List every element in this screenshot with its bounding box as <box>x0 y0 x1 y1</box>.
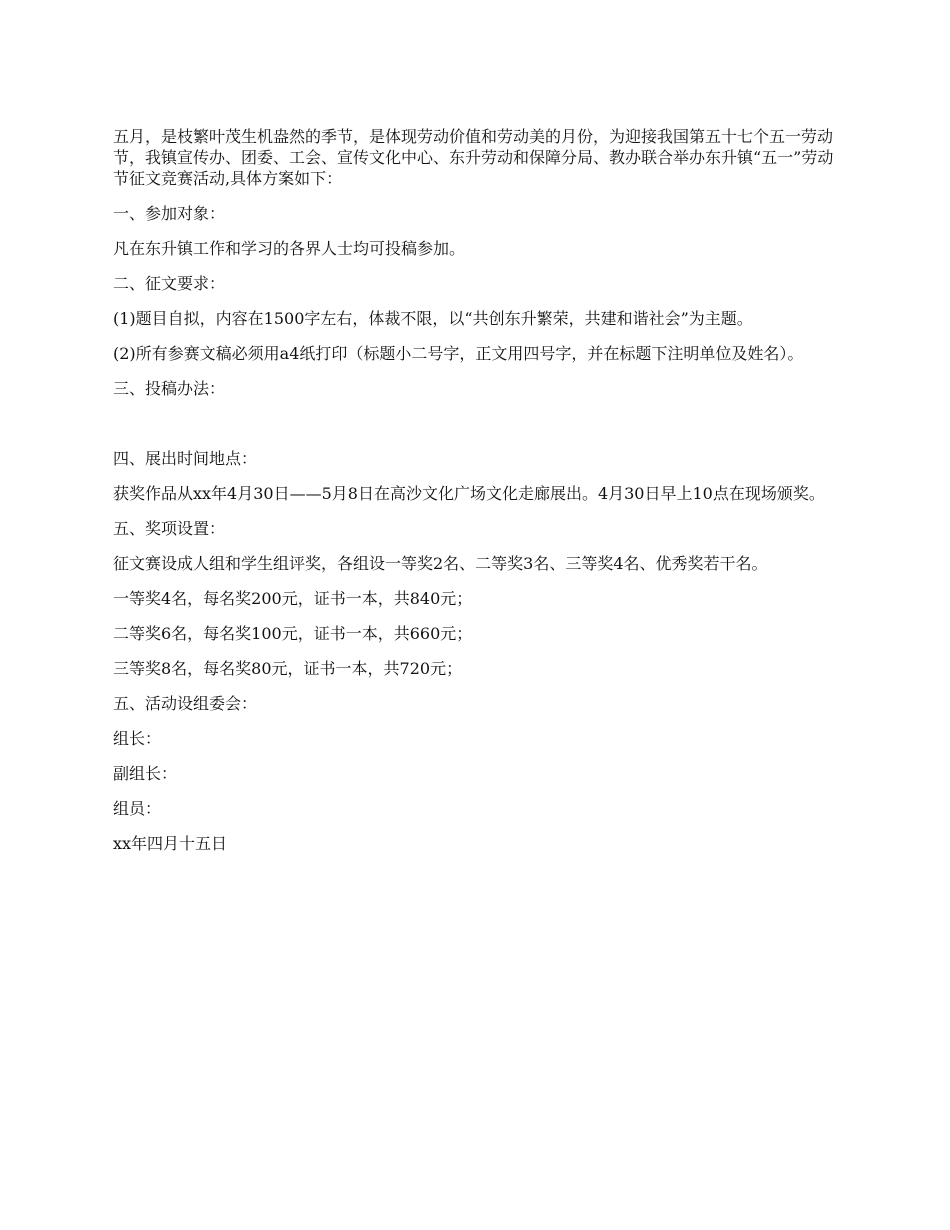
award-line-second: 二等奖6名，每名奖100元，证书一本，共660元； <box>113 624 473 643</box>
award-line-first: 一等奖4名，每名奖200元，证书一本，共840元； <box>113 589 473 608</box>
section-heading-requirements: 二、征文要求： <box>113 274 226 293</box>
requirement-item-2: (2)所有参赛文稿必须用a4纸打印（标题小二号字，正文用四号字，并在标题下注明单位及姓名）。 <box>113 344 804 363</box>
committee-deputy-leader: 副组长： <box>113 764 178 783</box>
section-heading-submission: 三、投稿办法： <box>113 379 226 398</box>
committee-members: 组员： <box>113 799 162 818</box>
section-heading-awards: 五、奖项设置： <box>113 519 226 538</box>
award-line-third: 三等奖8名，每名奖80元，证书一本，共720元； <box>113 659 463 678</box>
section-heading-participants: 一、参加对象： <box>113 204 226 223</box>
document-body <box>113 126 838 868</box>
exhibition-paragraph: 获奖作品从xx年4月30日——5月8日在高沙文化广场文化走廊展出。4月30日早上10点在现场颁奖。 <box>113 484 825 503</box>
section-heading-exhibition: 四、展出时间地点： <box>113 449 258 468</box>
section-heading-committee: 五、活动设组委会： <box>113 694 258 713</box>
participants-paragraph: 凡在东升镇工作和学习的各界人士均可投稿参加。 <box>113 239 466 258</box>
document-date: xx年四月十五日 <box>113 834 228 853</box>
intro-paragraph: 五月，是枝繁叶茂生机盎然的季节，是体现劳动价值和劳动美的月份，为迎接我国第五十七个五一劳动节，我镇宣传办、团委、工会、宣传文化中心、东升劳动和保障分局、教办联合举办东升镇“五一”劳动节征文竞赛活动,具体方案如下： <box>113 127 834 188</box>
awards-paragraph: 征文赛设成人组和学生组评奖，各组设一等奖2名、二等奖3名、三等奖4名、优秀奖若干名。 <box>113 554 768 573</box>
committee-leader: 组长： <box>113 729 162 748</box>
requirement-item-1: (1)题目自拟，内容在1500字左右，体裁不限，以“共创东升繁荣，共建和谐社会”为主题。 <box>113 309 753 328</box>
